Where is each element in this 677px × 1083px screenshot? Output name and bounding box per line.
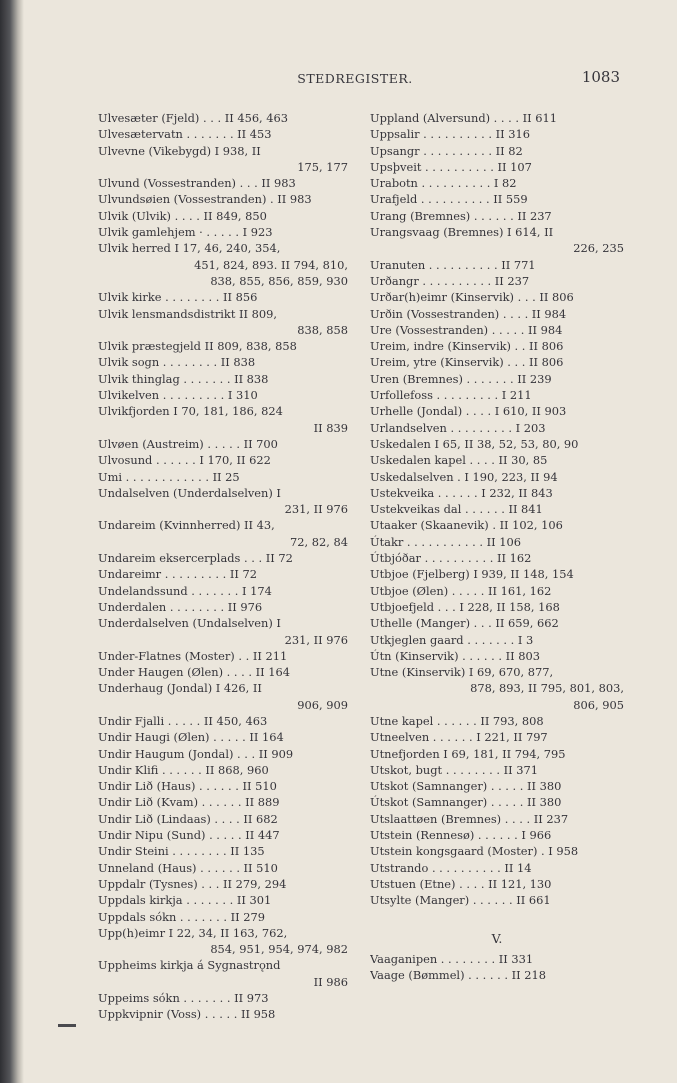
index-entry: Ulvøen (Austreim) . . . . . II 700	[98, 436, 278, 451]
index-entry: Utstein (Rennesø) . . . . . . I 966	[370, 828, 552, 843]
index-entry: Umi . . . . . . . . . . . . II 25	[98, 469, 240, 484]
index-entry: Uppdals sókn . . . . . . . II 279	[98, 909, 265, 924]
index-entry-continuation: 72, 82, 84	[290, 534, 348, 549]
index-entry: Undareim eksercerplads . . . II 72	[98, 551, 293, 566]
index-entry: Ustekveika . . . . . . I 232, II 843	[370, 485, 553, 500]
index-entry: Ureim, ytre (Kinservik) . . . II 806	[370, 355, 564, 370]
index-entry: Ulvik kirke . . . . . . . . II 856	[98, 290, 258, 305]
index-entry: Undalselven (Underdalselven) I	[98, 485, 281, 500]
index-entry: Útbjóðar . . . . . . . . . . II 162	[370, 551, 532, 566]
index-entry: Ureim, indre (Kinservik) . . II 806	[370, 339, 564, 354]
index-entry: Vaaganipen . . . . . . . . II 331	[370, 951, 534, 966]
index-entry: Uppdalr (Tysnes) . . . II 279, 294	[98, 876, 287, 891]
index-entry-continuation: II 986	[313, 974, 348, 989]
index-entry: Ulvikfjorden I 70, 181, 186, 824	[98, 404, 283, 419]
section-gap	[370, 909, 624, 925]
index-entry: Ulvundsøien (Vossestranden) . II 983	[98, 192, 312, 207]
index-entry: Undareimr . . . . . . . . . II 72	[98, 567, 258, 582]
index-column-left	[98, 110, 348, 1023]
index-entry: Undelandssund . . . . . . . I 174	[98, 583, 272, 598]
index-entry: Uppland (Alversund) . . . . II 611	[370, 111, 558, 125]
index-entry: Uppkvipnir (Voss) . . . . . II 958	[98, 1007, 276, 1022]
index-entry-continuation: 878, 893, II 795, 801, 803,	[470, 681, 624, 696]
index-entry: Uthelle (Manger) . . . II 659, 662	[370, 616, 559, 631]
index-entry: Utnefjorden I 69, 181, II 794, 795	[370, 746, 566, 761]
index-entry: Ulvik lensmandsdistrikt II 809,	[98, 306, 278, 321]
index-entry: Unneland (Haus) . . . . . . II 510	[98, 860, 278, 875]
index-entry: Utbjoefjeld . . . I 228, II 158, 168	[370, 599, 560, 614]
index-entry: Ulvesætervatn . . . . . . . II 453	[98, 127, 272, 142]
index-entry: Utstrando . . . . . . . . . . II 14	[370, 860, 532, 875]
index-entry: Ure (Vossestranden) . . . . . II 984	[370, 322, 563, 337]
index-entry: Utkjeglen gaard . . . . . . . I 3	[370, 632, 534, 647]
index-entry: Underdalselven (Undalselven) I	[98, 616, 281, 631]
index-column-right	[370, 110, 624, 983]
index-entry: Undir Lið (Lindaas) . . . . II 682	[98, 811, 278, 826]
index-entry: Undir Steini . . . . . . . . II 135	[98, 844, 265, 859]
index-entry: Urðangr . . . . . . . . . . II 237	[370, 273, 530, 288]
right-entries	[370, 110, 624, 909]
index-entry: Ulvik (Ulvik) . . . . II 849, 850	[98, 208, 267, 223]
index-entry: Uppdals kirkja . . . . . . . II 301	[98, 893, 272, 908]
index-entry-continuation: 906, 909	[297, 697, 348, 712]
index-entry-continuation: 231, II 976	[284, 502, 348, 517]
index-entry: Ulvik herred I 17, 46, 240, 354,	[98, 241, 281, 256]
index-entry: Útakr . . . . . . . . . . . II 106	[370, 534, 521, 549]
index-entry: Utbjoe (Fjelberg) I 939, II 148, 154	[370, 567, 574, 582]
index-entry: Undir Haugum (Jondal) . . . II 909	[98, 746, 294, 761]
index-entry: Urfollefoss . . . . . . . . . I 211	[370, 388, 532, 403]
index-entry: Utstein kongsgaard (Moster) . I 958	[370, 844, 579, 859]
index-entry: Undir Klifi . . . . . . II 868, 960	[98, 762, 269, 777]
index-entry: Urangsvaag (Bremnes) I 614, II	[370, 225, 554, 240]
index-entry: Utstuen (Etne) . . . . II 121, 130	[370, 876, 552, 891]
index-entry: Utskot (Samnanger) . . . . . II 380	[370, 779, 562, 794]
index-entry: Upsþveit . . . . . . . . . . II 107	[370, 159, 532, 174]
index-entry: Ulvevne (Vikebygd) I 938, II	[98, 143, 261, 158]
index-entry: Undir Haugi (Ølen) . . . . . II 164	[98, 730, 284, 745]
index-entry: Urlandselven . . . . . . . . . I 203	[370, 420, 546, 435]
index-entry: Uskedalen I 65, II 38, 52, 53, 80, 90	[370, 436, 579, 451]
index-entry: Underdalen . . . . . . . . II 976	[98, 599, 263, 614]
index-entry-continuation: 854, 951, 954, 974, 982	[210, 942, 348, 957]
index-entry-continuation: II 839	[313, 420, 348, 435]
index-entry: Ulvund (Vossestranden) . . . II 983	[98, 176, 296, 191]
running-title: STEDREGISTER.	[297, 71, 413, 86]
print-mark	[58, 1024, 76, 1027]
index-entry: Undir Nipu (Sund) . . . . . II 447	[98, 828, 280, 843]
index-entry: Ulvik gamlehjem · . . . . . I 923	[98, 225, 273, 240]
index-entry: Útn (Kinservik) . . . . . . II 803	[370, 648, 540, 663]
index-entry: Under-Flatnes (Moster) . . II 211	[98, 648, 288, 663]
index-entry: Utbjoe (Ølen) . . . . . II 161, 162	[370, 583, 552, 598]
index-entry: Undir Lið (Haus) . . . . . . II 510	[98, 779, 277, 794]
index-entry: Uppeims sókn . . . . . . . II 973	[98, 991, 269, 1006]
index-entry: Uppsalir . . . . . . . . . . II 316	[370, 127, 530, 142]
index-entry: Urhelle (Jondal) . . . . I 610, II 903	[370, 404, 567, 419]
index-entry-continuation: 838, 858	[297, 322, 348, 337]
index-entry-continuation: 451, 824, 893. II 794, 810,	[194, 257, 348, 272]
section-letter-v: V.	[491, 930, 503, 946]
index-entry-continuation: 838, 855, 856, 859, 930	[210, 273, 348, 288]
index-entry: Ustekveikas dal . . . . . . II 841	[370, 502, 543, 517]
index-entry: Utsylte (Manger) . . . . . . II 661	[370, 893, 551, 908]
index-entry: Undareim (Kvinnherred) II 43,	[98, 518, 275, 533]
index-entry-continuation: 175, 177	[297, 159, 348, 174]
index-entry: Utslaattøen (Bremnes) . . . . II 237	[370, 811, 569, 826]
index-entry: Utaaker (Skaanevik) . II 102, 106	[370, 518, 563, 533]
index-entry: Uren (Bremnes) . . . . . . . II 239	[370, 371, 552, 386]
index-entry: Utne (Kinservik) I 69, 670, 877,	[370, 665, 554, 680]
index-entry: Vaage (Bømmel) . . . . . . II 218	[370, 968, 546, 983]
index-entry: Utneelven . . . . . . I 221, II 797	[370, 730, 548, 745]
index-entry: Utskot, bugt . . . . . . . . II 371	[370, 762, 539, 777]
index-entry: Urafjeld . . . . . . . . . . II 559	[370, 192, 528, 207]
index-entry: Undir Lið (Kvam) . . . . . . II 889	[98, 795, 280, 810]
index-entry: Urabotn . . . . . . . . . . I 82	[370, 176, 517, 191]
index-entry: Ulvik præstegjeld II 809, 838, 858	[98, 339, 297, 354]
index-entry: Ulvesæter (Fjeld) . . . II 456, 463	[98, 111, 289, 125]
index-entry: Underhaug (Jondal) I 426, II	[98, 681, 262, 696]
index-entry: Útskot (Samnanger) . . . . . II 380	[370, 795, 562, 810]
index-entry-continuation: 226, 235	[573, 241, 624, 256]
index-entry: Urðin (Vossestranden) . . . . II 984	[370, 306, 567, 321]
index-entry-continuation: 806, 905	[573, 697, 624, 712]
page-binding-shadow	[0, 0, 24, 1083]
index-entry: Urðar(h)eimr (Kinservik) . . . II 806	[370, 290, 574, 305]
index-entry-continuation: 231, II 976	[284, 632, 348, 647]
index-entry: Ulvikelven . . . . . . . . . I 310	[98, 388, 258, 403]
index-entry: Uppheims kirkja á Sygnastrǫnd	[98, 958, 281, 973]
index-entry: Ulvosund . . . . . . I 170, II 622	[98, 453, 271, 468]
index-entry: Ulvik thinglag . . . . . . . II 838	[98, 371, 269, 386]
index-entry: Under Haugen (Ølen) . . . . II 164	[98, 665, 290, 680]
page-number: 1083	[581, 68, 620, 86]
index-entry: Upsangr . . . . . . . . . . II 82	[370, 143, 523, 158]
index-entry: Uskedalselven . I 190, 223, II 94	[370, 469, 558, 484]
index-entry: Ulvik sogn . . . . . . . . II 838	[98, 355, 256, 370]
index-entry: Upp(h)eimr I 22, 34, II 163, 762,	[98, 925, 288, 940]
index-entry: Urang (Bremnes) . . . . . . II 237	[370, 208, 552, 223]
index-entry: Uskedalen kapel . . . . II 30, 85	[370, 453, 548, 468]
index-entry: Uranuten . . . . . . . . . . II 771	[370, 257, 536, 272]
section-v-entries	[370, 951, 624, 984]
index-entry: Undir Fjalli . . . . . II 450, 463	[98, 713, 268, 728]
index-entry: Utne kapel . . . . . . II 793, 808	[370, 713, 544, 728]
